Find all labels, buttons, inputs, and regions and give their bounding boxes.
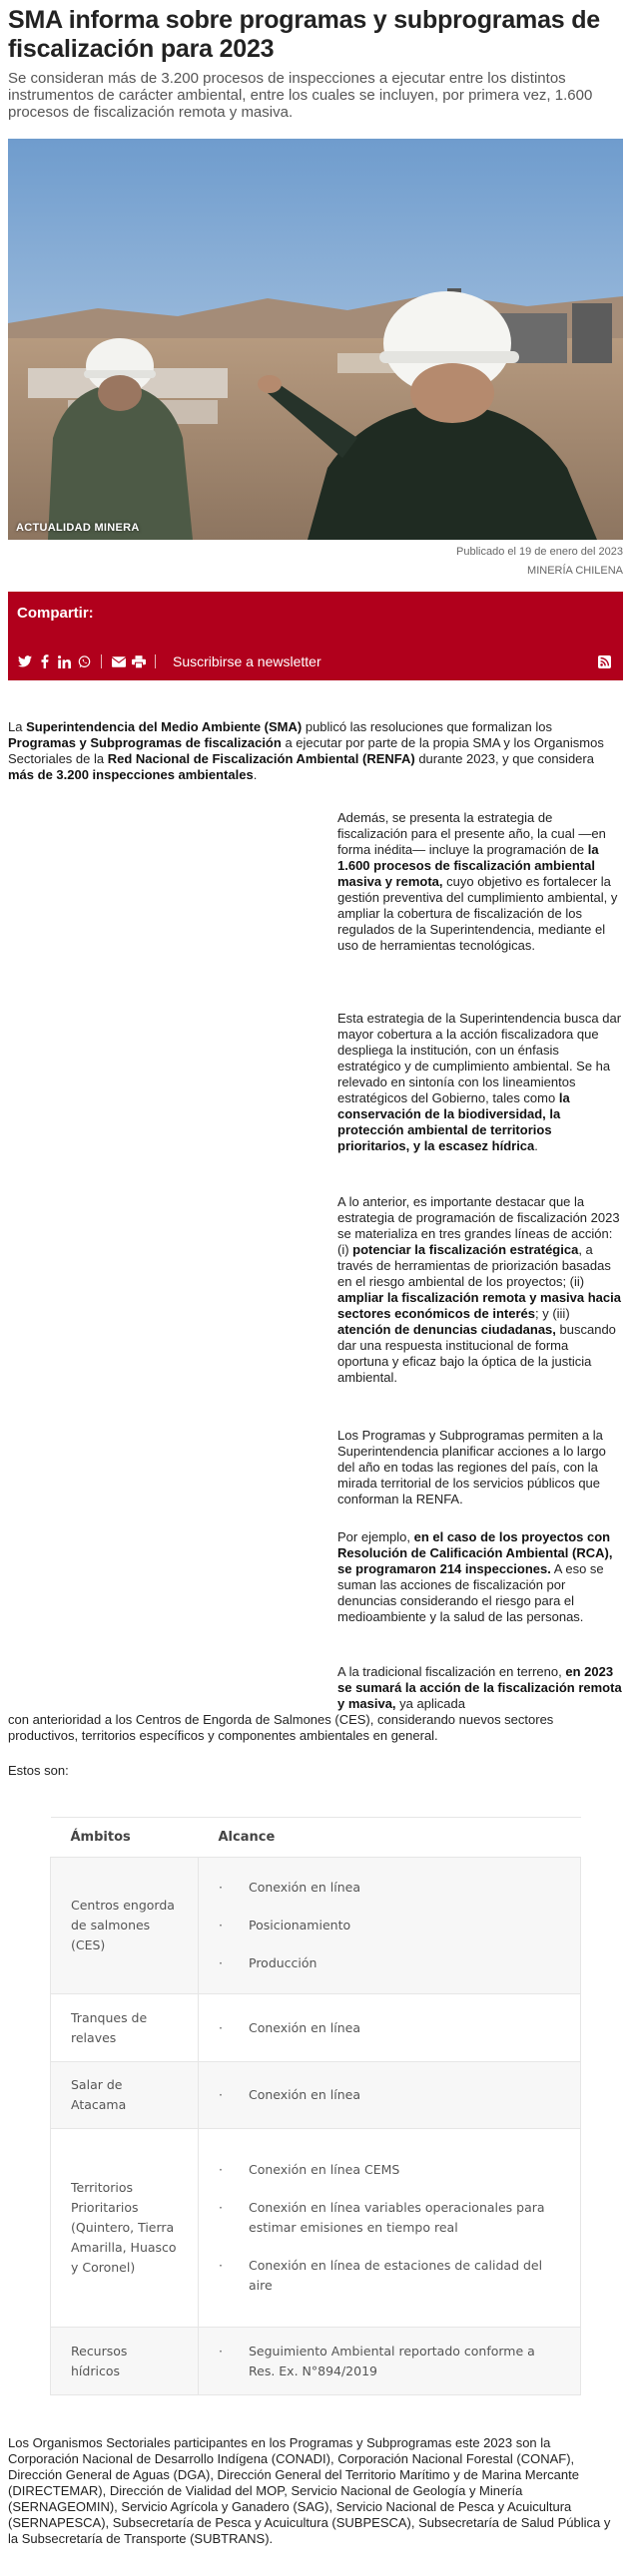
article-paragraph-5: Los Programas y Subprogramas permiten a la Superintendencia planificar acciones a lo largo del año en todas las regiones del país, con la mirada territorial de los servicios públicos que conforman la RENFA. <box>337 1428 606 1506</box>
alcance-cell <box>199 2129 581 2328</box>
print-icon[interactable] <box>131 654 146 669</box>
alcance-item: · Conexión en línea CEMS <box>219 2160 560 2180</box>
share-divider-2 <box>155 654 156 668</box>
alcance-item: · Producción <box>219 1953 560 1973</box>
table-header-row <box>51 1818 581 1858</box>
publish-date: Publicado el 19 de enero del 2023 <box>456 546 623 558</box>
article-paragraph-2: Además, se presenta la estrategia de fiscalización para el presente año, la cual —en forma inédita— incluye la programación de la 1.600 procesos de fiscalización ambiental masiva y remota, cuyo objetivo es fortalecer la gestión preventiva del cumplimiento ambiental, y ampliar la cobertura de fiscalización de los regulados de la Superintendencia, mediante el uso de herramientas tecnológicas. <box>337 810 618 953</box>
table-row <box>51 1994 581 2062</box>
article-paragraph-7: A la tradicional fiscalización en terreno, en 2023 se sumará la acción de la fiscalización remota y masiva, ya aplicada <box>337 1664 622 1711</box>
share-divider <box>101 654 102 668</box>
facebook-icon[interactable] <box>37 654 52 669</box>
alcance-cell <box>199 1858 581 1994</box>
newsletter-link[interactable]: Suscribirse a newsletter <box>173 653 321 669</box>
rss-icon[interactable] <box>598 655 611 668</box>
ambito-cell: Centros engorda de salmones (CES) <box>51 1858 199 1994</box>
ambitos-table <box>50 1817 581 2395</box>
share-icons-row <box>17 653 321 669</box>
alcance-item: · Conexión en línea <box>219 2018 560 2038</box>
alcance-cell <box>199 1994 581 2062</box>
article-paragraph-3: Esta estrategia de la Superintendencia busca dar mayor cobertura a la acción fiscalizadora que despliega la institución, con un énfasis estratégico y de cumplimiento ambiental. Se ha relevado en sintonía con los lineamientos estratégicos del Gobierno, tales como la conservación de la biodiversidad, la protección ambiental de territorios prioritarios, y la escasez hídrica. <box>337 1011 622 1153</box>
ambito-cell: Recursos hídricos <box>51 2328 199 2395</box>
table-row <box>51 2328 581 2395</box>
article-closing-paragraph: Los Organismos Sectoriales participantes en los Programas y Subprogramas este 2023 son la Corporación Nacional de Desarrollo Indígena (CONADI), Corporación Nacional Forestal (CONAF), Dirección General de Aguas (DGA), Dirección General del Territorio Marítimo y de Marina Mercante (DIRECTEMAR), Dirección de Vialidad del MOP, Servicio Nacional de Geología y Minería (SERNAGEOMIN), Servicio Agrícola y Ganadero (SAG), Servicio Nacional de Pesca y Acuicultura (SERNAPESCA), Subsecretaría de Pesca y Acuicultura (SUBPESCA), Subsecretaría de Salud Pública y la Subsecretaría de Transporte (SUBTRANS). <box>8 2435 611 2546</box>
alcance-item: · Conexión en línea variables operacionales para estimar emisiones en tiempo real <box>219 2198 560 2238</box>
twitter-icon[interactable] <box>17 654 32 669</box>
article-source: MINERÍA CHILENA <box>527 565 623 577</box>
linkedin-icon[interactable] <box>57 654 72 669</box>
ambito-cell: Tranques de relaves <box>51 1994 199 2062</box>
article-title: SMA informa sobre programas y subprogramas de fiscalización para 2023 <box>8 6 601 63</box>
article-subtitle: Se consideran más de 3.200 procesos de inspecciones a ejecutar entre los distintos instrumentos de carácter ambiental, entre los cuales se incluyen, por primera vez, 1.600 procesos de fiscalización remota y masiva. <box>8 70 593 121</box>
article-paragraph-1: La Superintendencia del Medio Ambiente (SMA) publicó las resoluciones que formalizan los Programas y Subprogramas de fiscalización a ejecutar por parte de la propia SMA y los Organismos Sectoriales de la Red Nacional de Fiscalización Ambiental (RENFA) durante 2023, y que considera más de 3.200 inspecciones ambientales. <box>8 719 604 782</box>
ambito-cell: Territorios Prioritarios (Quintero, Tierra Amarilla, Huasco y Coronel) <box>51 2129 199 2328</box>
image-credit: ACTUALIDAD MINERA <box>16 522 140 534</box>
table-row <box>51 2062 581 2129</box>
article-meta <box>8 543 623 581</box>
alcance-cell <box>199 2062 581 2129</box>
table-row <box>51 2129 581 2328</box>
article-paragraph-7-continued: con anterioridad a los Centros de Engorda de Salmones (CES), considerando nuevos sectores productivos, territorios específicos y componentes ambientales en general. <box>8 1712 554 1743</box>
email-icon[interactable] <box>111 654 126 669</box>
alcance-item: · Conexión en línea de estaciones de calidad del aire <box>219 2256 560 2296</box>
share-title: Compartir: <box>17 605 94 622</box>
alcance-item: · Posicionamiento <box>219 1916 560 1935</box>
table-header-ambitos: Ámbitos <box>51 1818 199 1858</box>
article-hero-image <box>8 139 623 540</box>
alcance-item: · Conexión en línea <box>219 1878 560 1898</box>
estos-son-label: Estos son: <box>8 1763 69 1778</box>
alcance-cell <box>199 2328 581 2395</box>
table-header-alcance: Alcance <box>199 1818 581 1858</box>
table-row <box>51 1858 581 1994</box>
article-paragraph-4: A lo anterior, es importante destacar que la estrategia de programación de fiscalización 2023 se materializa en tres grandes líneas de acción: (i) potenciar la fiscalización estratégica, a través de herramientas de priorización basadas en el riesgo ambiental de los proyectos; (ii) ampliar la fiscalización remota y masiva hacia sectores económicos de interés; y (iii) atención de denuncias ciudadanas, buscando dar una respuesta institucional de forma oportuna y eficaz bajo la óptica de la justicia ambiental. <box>337 1194 621 1385</box>
share-bar <box>8 592 623 680</box>
alcance-item: · Seguimiento Ambiental reportado conforme a Res. Ex. N°894/2019 <box>219 2342 560 2381</box>
alcance-item: · Conexión en línea <box>219 2085 560 2105</box>
hero-photo-illustration <box>8 139 623 540</box>
ambito-cell: Salar de Atacama <box>51 2062 199 2129</box>
whatsapp-icon[interactable] <box>77 654 92 669</box>
article-paragraph-6: Por ejemplo, en el caso de los proyectos con Resolución de Calificación Ambiental (RCA), se programaron 214 inspecciones. A eso se suman las acciones de fiscalización por denuncias considerando el riesgo para el medioambiente y la salud de las personas. <box>337 1529 613 1624</box>
